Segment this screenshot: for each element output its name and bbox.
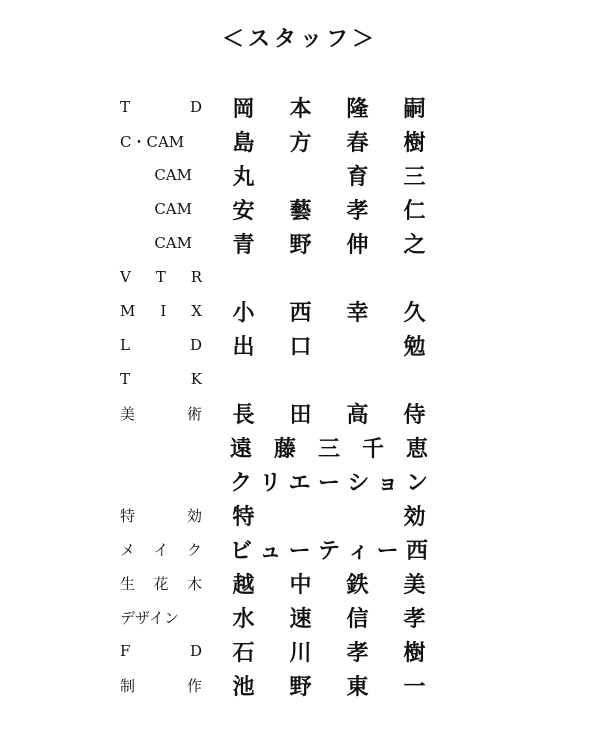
- staff-role: [120, 466, 202, 496]
- staff-name-char: 隆: [346, 96, 369, 122]
- staff-name-char: 西: [405, 538, 428, 564]
- staff-name-char: 孝: [346, 640, 369, 666]
- staff-row: [0, 466, 600, 496]
- staff-role-char: メ: [120, 540, 136, 559]
- staff-name-char: ー: [288, 538, 311, 564]
- staff-name: [230, 126, 428, 156]
- staff-role: [120, 636, 202, 666]
- staff-name-char: 本: [289, 96, 312, 122]
- staff-role-char: T: [120, 98, 131, 116]
- staff-name-char: 高: [346, 402, 369, 428]
- staff-name-char: 口: [289, 334, 312, 360]
- staff-name-char: 幸: [346, 300, 369, 326]
- staff-name-char: 越: [232, 572, 255, 598]
- staff-name-char: 一: [403, 674, 426, 700]
- staff-role: [120, 534, 202, 564]
- staff-role-char: 木: [186, 574, 202, 593]
- staff-role: [120, 670, 202, 700]
- staff-name-char: 速: [289, 606, 312, 632]
- staff-name-char: エ: [288, 470, 311, 496]
- staff-row: [0, 228, 600, 258]
- staff-row: [0, 500, 600, 530]
- staff-role-char: D: [189, 336, 202, 354]
- staff-role: [120, 398, 202, 428]
- staff-role-char: C・CAM: [120, 132, 185, 151]
- staff-name-char: 青: [232, 232, 255, 258]
- staff-role: [120, 126, 202, 156]
- staff-name-char: 長: [232, 402, 255, 428]
- staff-role: [120, 330, 202, 360]
- staff-name-char: 三: [318, 436, 341, 462]
- staff-role-char: T: [155, 268, 166, 286]
- staff-role-char: 特: [120, 506, 136, 525]
- staff-role-char: 効: [186, 506, 202, 525]
- staff-role-char: CAM: [154, 234, 192, 252]
- staff-name-char: 樹: [403, 640, 426, 666]
- staff-name-char: 千: [362, 436, 385, 462]
- staff-name-char: 野: [289, 232, 312, 258]
- staff-role: [120, 602, 202, 632]
- page-title: ＜スタッフ＞: [221, 27, 378, 52]
- staff-name-char: 藝: [289, 198, 312, 224]
- staff-name-char: ョ: [376, 470, 399, 496]
- staff-role: [120, 296, 202, 326]
- staff-role-char: CAM: [154, 166, 192, 184]
- staff-name-char: 島: [232, 130, 255, 156]
- staff-role-char: 作: [186, 676, 202, 695]
- staff-role-char: CAM: [154, 200, 192, 218]
- staff-name-char: 春: [346, 130, 369, 156]
- staff-role-char: 生: [120, 574, 136, 593]
- staff-name-char: 水: [232, 606, 255, 632]
- staff-name-char: 久: [403, 300, 426, 326]
- staff-row: [0, 364, 600, 394]
- staff-row: [0, 160, 600, 190]
- staff-name-char: 侍: [403, 402, 426, 428]
- staff-name: [230, 194, 428, 224]
- staff-name: [230, 534, 428, 564]
- staff-row: [0, 602, 600, 632]
- staff-name-char: 勉: [403, 334, 426, 360]
- staff-role: [120, 432, 202, 462]
- staff-row: [0, 568, 600, 598]
- staff-name: [230, 364, 428, 394]
- staff-name-char: 鉄: [346, 572, 369, 598]
- staff-role-char: 花: [153, 574, 169, 593]
- staff-name-char: 特: [232, 504, 255, 530]
- staff-name-char: ュ: [259, 538, 282, 564]
- staff-row: [0, 330, 600, 360]
- staff-name-char: 安: [232, 198, 255, 224]
- staff-name-char: 出: [232, 334, 255, 360]
- staff-role-char: イ: [153, 540, 169, 559]
- staff-role-char: I: [160, 302, 167, 320]
- staff-name-char: 伸: [346, 232, 369, 258]
- staff-row: [0, 534, 600, 564]
- staff-name-char: シ: [347, 470, 370, 496]
- staff-role: [148, 228, 192, 258]
- staff-row: [0, 670, 600, 700]
- staff-name-char: 嗣: [403, 96, 426, 122]
- staff-name-char: 丸: [232, 164, 255, 190]
- staff-row: [0, 92, 600, 122]
- staff-role-char: D: [189, 642, 202, 660]
- staff-name-char: 育: [346, 164, 369, 190]
- staff-name: [230, 330, 428, 360]
- staff-name-char: 藤: [274, 436, 297, 462]
- staff-name-char: 三: [403, 164, 426, 190]
- staff-name: [230, 602, 428, 632]
- staff-role: [148, 194, 192, 224]
- staff-name-char: ィ: [347, 538, 370, 564]
- staff-role: [120, 364, 202, 394]
- staff-name-char: 恵: [406, 436, 429, 462]
- staff-name-char: 西: [289, 300, 312, 326]
- staff-name-char: 野: [289, 674, 312, 700]
- staff-role-char: R: [190, 268, 202, 286]
- staff-row: [0, 398, 600, 428]
- staff-row: [0, 296, 600, 326]
- staff-role: [148, 160, 192, 190]
- staff-name-char: 小: [232, 300, 255, 326]
- staff-name: [230, 296, 428, 326]
- staff-role-char: D: [189, 98, 202, 116]
- staff-role-char: F: [120, 642, 131, 660]
- staff-name-char: 樹: [403, 130, 426, 156]
- staff-name-char: ー: [317, 470, 340, 496]
- staff-name-char: 信: [346, 606, 369, 632]
- staff-role: [120, 92, 202, 122]
- staff-name-char: 孝: [403, 606, 426, 632]
- staff-row: [0, 194, 600, 224]
- staff-name: [230, 228, 428, 258]
- staff-row: [0, 262, 600, 292]
- staff-row: [0, 126, 600, 156]
- staff-role-char: L: [120, 336, 130, 354]
- staff-name-char: 岡: [232, 96, 255, 122]
- staff-role-char: 美: [120, 404, 136, 423]
- staff-name: [230, 92, 428, 122]
- staff-name: [230, 432, 428, 462]
- staff-role-char: K: [190, 370, 202, 388]
- staff-name-char: 田: [289, 402, 312, 428]
- staff-name-char: 方: [289, 130, 312, 156]
- staff-name-char: リ: [259, 470, 282, 496]
- staff-name-char: 東: [346, 674, 369, 700]
- staff-name: [230, 398, 428, 428]
- staff-role-char: V: [120, 268, 131, 286]
- staff-name: [230, 160, 428, 190]
- staff-name-char: 効: [403, 504, 426, 530]
- staff-role: [120, 568, 202, 598]
- staff-role-char: 制: [120, 676, 136, 695]
- staff-name: [230, 466, 428, 496]
- staff-name-char: 仁: [403, 198, 426, 224]
- staff-role-char: T: [120, 370, 131, 388]
- staff-role-char: X: [191, 302, 202, 320]
- staff-name-char: 美: [403, 572, 426, 598]
- staff-name: [230, 636, 428, 666]
- staff-name-char: ク: [230, 470, 253, 496]
- staff-name-char: 川: [289, 640, 312, 666]
- staff-name: [230, 500, 428, 530]
- staff-name-char: ビ: [230, 538, 253, 564]
- staff-role: [120, 500, 202, 530]
- staff-name-char: 遠: [230, 436, 253, 462]
- staff-row: [0, 432, 600, 462]
- staff-name-char: 孝: [346, 198, 369, 224]
- staff-name-char: ー: [376, 538, 399, 564]
- staff-name-char: 石: [232, 640, 255, 666]
- staff-role: [120, 262, 202, 292]
- staff-row: [0, 636, 600, 666]
- staff-name-char: ン: [405, 470, 428, 496]
- staff-role-char: デザイン: [120, 608, 179, 627]
- staff-name-char: 中: [289, 572, 312, 598]
- staff-name: [230, 568, 428, 598]
- staff-name: [230, 262, 428, 292]
- staff-name-char: 池: [232, 674, 255, 700]
- staff-name-char: テ: [317, 538, 340, 564]
- staff-name: [230, 670, 428, 700]
- staff-role-char: M: [120, 302, 136, 320]
- staff-role-char: 術: [186, 404, 202, 423]
- staff-name-char: 之: [403, 232, 426, 258]
- staff-role-char: ク: [186, 540, 202, 559]
